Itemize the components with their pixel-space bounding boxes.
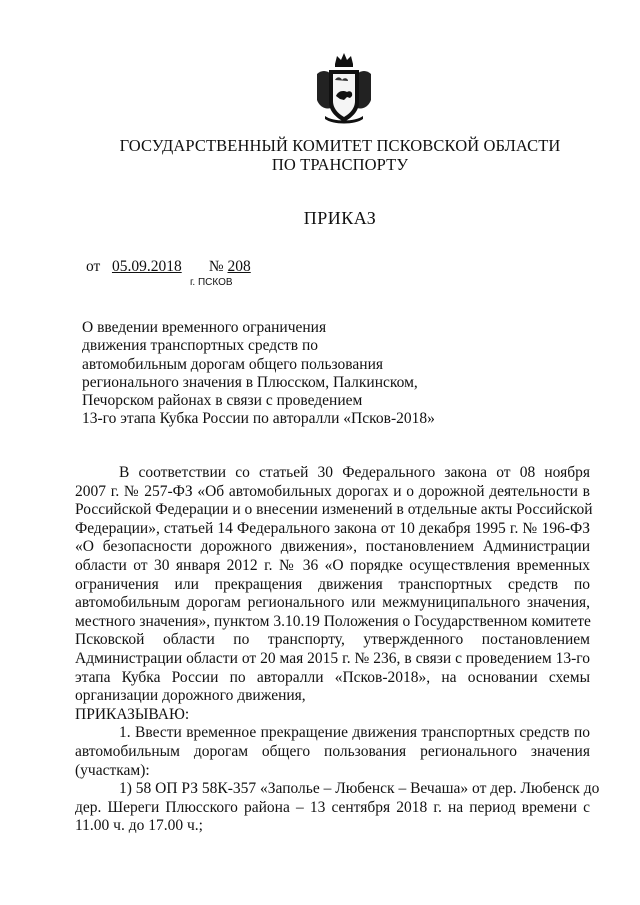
date-prefix: от bbox=[86, 258, 101, 275]
org-line-2: ПО ТРАНСПОРТУ bbox=[271, 155, 409, 174]
subject-line: Печорском районах в связи с проведением bbox=[82, 392, 363, 410]
document-number: 208 bbox=[227, 258, 251, 275]
body-line: местного значения», пунктом 3.10.19 Положения о Государственном комитете bbox=[75, 612, 591, 630]
body-line: 2007 г. № 257-ФЗ «Об автомобильных дорогах и о дорожной деятельности в bbox=[75, 482, 590, 500]
body-line: В соответствии со статьей 30 Федерального закона от 08 ноября bbox=[119, 464, 590, 481]
body-line: Российской Федерации и о внесении изменений в отдельные акты Российской bbox=[75, 501, 593, 519]
org-line-1: ГОСУДАРСТВЕННЫЙ КОМИТЕТ ПСКОВСКОЙ ОБЛАСТИ bbox=[119, 136, 561, 155]
body-line: области от 30 января 2012 г. № 36 «О порядке осуществления временных bbox=[75, 556, 590, 574]
subject-line: 13-го этапа Кубка России по авторалли «Псков-2018» bbox=[82, 410, 435, 428]
subitem-line: 1) 58 ОП РЗ 58К-357 «Заполье – Любенск – Вечаша» от дер. Любенск до bbox=[119, 780, 600, 798]
body-line: Псковской области по транспорту, утвержденного постановлением bbox=[75, 631, 590, 649]
item-line: 1. Ввести временное прекращение движения транспортных средств по bbox=[119, 724, 590, 742]
document-place: г. ПСКОВ bbox=[190, 277, 233, 288]
body-line: ограничения или прекращения движения транспортных средств по bbox=[75, 575, 590, 593]
subject-line: движения транспортных средств по bbox=[82, 337, 319, 355]
document-date: 05.09.2018 bbox=[111, 258, 182, 275]
subject-line: О введении временного ограничения bbox=[82, 319, 327, 336]
subject-line: регионального значения в Плюсском, Палкинском, bbox=[82, 373, 418, 391]
document-subject bbox=[82, 319, 462, 429]
date-number-line bbox=[86, 258, 251, 276]
document-body bbox=[75, 464, 600, 836]
document-type-title: ПРИКАЗ bbox=[303, 208, 377, 228]
body-line: организации дорожного движения, bbox=[75, 687, 306, 705]
subject-line: автомобильным дорогам общего пользования bbox=[82, 355, 384, 373]
number-sign: № bbox=[208, 258, 224, 275]
body-line: автомобильным дорогам регионального или межмуниципального значения, bbox=[75, 594, 590, 612]
pskov-oblast-coat-of-arms-icon bbox=[313, 50, 375, 126]
body-line: «О безопасности дорожного движения», постановлением Администрации bbox=[75, 538, 590, 556]
subitem-line: дер. Шереги Плюсского района – 13 сентября 2018 г. на период времени с bbox=[75, 798, 590, 816]
subitem-line: 11.00 ч. до 17.00 ч.; bbox=[75, 817, 203, 835]
item-line: (участкам): bbox=[75, 761, 150, 779]
body-line: Администрации области от 20 мая 2015 г. № 236, в связи с проведением 13-го bbox=[75, 649, 590, 667]
body-line: этапа Кубка России по авторалли «Псков-2018», на основании схемы bbox=[75, 668, 590, 686]
body-line: Федерации», статьей 14 Федерального закона от 10 декабря 1995 г. № 196-ФЗ bbox=[75, 519, 590, 537]
order-word: ПРИКАЗЫВАЮ: bbox=[75, 705, 190, 723]
organization-name bbox=[0, 136, 640, 174]
item-line: автомобильным дорогам общего пользования регионального значения bbox=[75, 742, 590, 760]
